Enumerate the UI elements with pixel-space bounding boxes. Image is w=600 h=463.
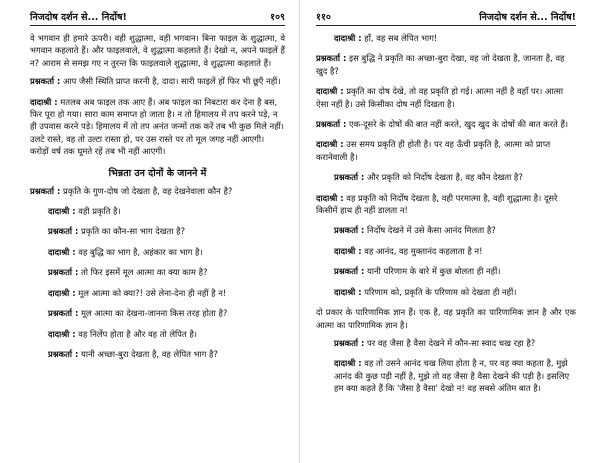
dialogue-entry xyxy=(316,265,576,277)
speaker-label: दादाश्री : xyxy=(48,246,76,257)
dialogue-text: हाँ, वह सब लेपित भाग! xyxy=(364,33,438,43)
dialogue-entry xyxy=(30,205,285,217)
speaker-label: दादाश्री : xyxy=(334,245,362,256)
speaker-label: दादाश्री : xyxy=(334,33,362,43)
dialogue-entry xyxy=(30,246,285,258)
dialogue-text: मूल आत्मा को क्या?! उसे लेना-देना ही नहीं है न! xyxy=(78,287,227,298)
dialogue-text: वही प्रकृति है। xyxy=(78,206,121,217)
dialogue-text: वह प्रकृति को निर्दोष देखता है, वही परमात्मा है, वही शुद्धात्मा है। दूसरे किसीमें हाथ ही नहीं डालता न! xyxy=(316,192,558,216)
speaker-label: दादाश्री : xyxy=(316,139,344,150)
dialogue-text: वह तो उसने आनंद चख लिया होता है न, पर वह क्या कहता है, मुझे आनंद की कुछ पड़ी नहीं है, मुझे तो वह जैसा है वैसा देखने की पड़ी है। इसलिए हम क्या कहते हैं कि 'जैसा है वैसा' देखो न! वह सबसे अंतिम बात है। xyxy=(334,358,570,394)
dialogue-entry xyxy=(316,171,576,183)
dialogue-entry xyxy=(30,185,285,197)
dialogue-text: पर वह जैसा है वैसा देखने में कौन-सा स्वाद चख रहा है? xyxy=(367,337,536,348)
speaker-label: प्रश्नकर्ता : xyxy=(48,308,79,319)
dialogue-text: निर्दोष देखने में उसे कैसा आनंद मिलता है? xyxy=(367,225,496,236)
dialogue-text: तो फिर इसमें मूल आत्मा का क्या काम है? xyxy=(81,267,208,278)
dialogue-text: वह बुद्धि का भाग है, अहंकार का भाग है। xyxy=(78,246,203,257)
speaker-label: दादाश्री : xyxy=(316,192,344,203)
dialogue-text: और प्रकृति को निर्दोष देखता है, वह कौन देखता है? xyxy=(367,172,523,183)
dialogue-entry xyxy=(30,348,285,360)
speaker-label: प्रश्नकर्ता : xyxy=(48,348,79,359)
right-body xyxy=(316,32,576,395)
right-header xyxy=(316,10,576,26)
speaker-label: प्रश्नकर्ता : xyxy=(48,267,79,278)
dialogue-entry xyxy=(30,266,285,278)
speaker-label: प्रश्नकर्ता : xyxy=(48,226,79,237)
left-header xyxy=(30,10,285,26)
dialogue-text: मतलब अब फाइल तक आए हैं। अब फाइल का निबटारा कर देना है बस, फिर पूरा हो गया। सारा काम समाप्त हो जाता है। न तो हिमालय में तप करने पड़े, न ही उपवास करने पड़े। हिमालय में तो तप अनंत जन्मों तक करें तब भी कुछ मिले नहीं। उलटे रास्ते, वह तो उल्टा रास्ता हो, पर उस रास्ते पर तो मूल जगह नहीं आएगी। करोड़ों वर्ष तक घूमते रहें तब भी नहीं आएगी। xyxy=(30,96,284,157)
dialogue-entry xyxy=(30,75,285,87)
dialogue-text: उस समय प्रकृति ही होती है। पर वह ऊँची प्रकृति है, आत्मा को प्राप्त करानेवाली है। xyxy=(316,139,551,162)
dialogue-text: प्रकृति के गुण-दोष जो देखता है, वह देखनेवाला कौन है? xyxy=(63,185,233,196)
dialogue-entry xyxy=(316,224,576,236)
dialogue-entry xyxy=(316,286,576,298)
dialogue-text: वह निर्लेप होता है और वह तो लेपित है। xyxy=(78,328,197,339)
dialogue-text: इस बुद्धि ने प्रकृति का अच्छा-बुरा देखा, वह जो देखता है, जानता है, वह खुद है? xyxy=(316,53,565,76)
dialogue-text: परिणाम को, प्रकृति के परिणाम को देखता ही नहीं। xyxy=(364,286,517,297)
dialogue-entry xyxy=(316,245,576,257)
speaker-label: प्रश्नकर्ता : xyxy=(316,53,347,64)
dialogue-text: प्रकृति का कौन-सा भाग देखता है? xyxy=(81,226,186,237)
dialogue-entry xyxy=(316,337,576,349)
paragraph: दो प्रकार के पारिणामिक ज्ञान हैं। एक है, वह प्रकृति का पारिणामिक ज्ञान है और एक आत्मा का पारिणामिक ज्ञान है। xyxy=(316,307,576,330)
speaker-label: दादाश्री : xyxy=(48,206,76,217)
right-page xyxy=(300,0,600,463)
dialogue-entry xyxy=(316,32,576,44)
section-title: भिन्नता उन दोनों के जानने में xyxy=(108,167,207,179)
dialogue-entry xyxy=(30,328,285,340)
dialogue-entry xyxy=(30,307,285,319)
dialogue-entry xyxy=(30,96,285,158)
dialogue-text: मूल आत्मा का देखना-जानना किस तरह होता है? xyxy=(81,308,228,319)
speaker-label: प्रश्नकर्ता : xyxy=(334,337,365,348)
right-page-number: ११० xyxy=(316,12,331,23)
dialogue-entry xyxy=(316,357,576,394)
speaker-label: दादाश्री : xyxy=(30,96,58,107)
speaker-label: दादाश्री : xyxy=(48,287,76,298)
dialogue-text: एक-दूसरे के दोषों की बात नहीं करते, खुद खुद के दोषों की बात करते हैं। xyxy=(349,119,569,130)
speaker-label: प्रश्नकर्ता : xyxy=(30,76,61,87)
dialogue-entry xyxy=(316,138,576,163)
speaker-label: दादाश्री : xyxy=(334,286,362,297)
dialogue-entry xyxy=(30,225,285,237)
dialogue-entry xyxy=(316,52,576,77)
dialogue-entry xyxy=(30,287,285,299)
speaker-label: दादाश्री : xyxy=(334,358,362,369)
speaker-label: प्रश्नकर्ता : xyxy=(316,119,347,130)
left-header-title: निजदोष दर्शन से... निर्दोष! xyxy=(30,12,127,23)
speaker-label: दादाश्री : xyxy=(48,328,76,339)
left-page-number: १०९ xyxy=(270,12,285,23)
speaker-label: प्रश्नकर्ता : xyxy=(30,185,61,196)
speaker-label: दादाश्री : xyxy=(316,86,344,97)
left-body xyxy=(30,32,285,360)
dialogue-text: प्रकृति का दोष देखे, तो वह प्रकृति हो गई। आत्मा नहीं है वहाँ पर। आत्मा ऐसा नहीं है। उसे किसीका दोष नहीं दिखता है। xyxy=(316,86,564,109)
speaker-label: प्रश्नकर्ता : xyxy=(334,225,365,236)
dialogue-text: वह आनंद, वह मुक्तानंद कहलाता है न! xyxy=(364,245,483,256)
speaker-label: प्रश्नकर्ता : xyxy=(334,172,365,183)
dialogue-text: यानी परिणाम के बारे में कुछ बोलता ही नहीं। xyxy=(367,266,501,277)
dialogue-text: यानी अच्छा-बुरा देखता है, वह लेपित भाग है? xyxy=(81,348,218,359)
dialogue-entry xyxy=(316,118,576,130)
right-header-title: निजदोष दर्शन से... निर्दोष! xyxy=(479,12,576,23)
paragraph: वे भगवान ही हमारे ऊपरी। वही शुद्धात्मा, वही भगवान। बिना फाइल के शुद्धात्मा, वे भगवान कहलाते हैं। और फाइलवाले, वे शुद्धात्मा कहलाते हैं। देखो न, अपने फाइलें हैं न? आराम से समझ गए न तुरन्त कि फाइलवाले शुद्धात्मा, वे शुद्धात्मा कहलाते हैं। xyxy=(30,33,285,68)
dialogue-entry xyxy=(316,192,576,217)
speaker-label: प्रश्नकर्ता : xyxy=(334,266,365,277)
dialogue-text: आप जैसी स्थिति प्राप्त करनी है, दादा। सारी फाइलें हों फिर भी छूएँ नहीं। xyxy=(63,76,281,87)
dialogue-entry xyxy=(316,85,576,110)
